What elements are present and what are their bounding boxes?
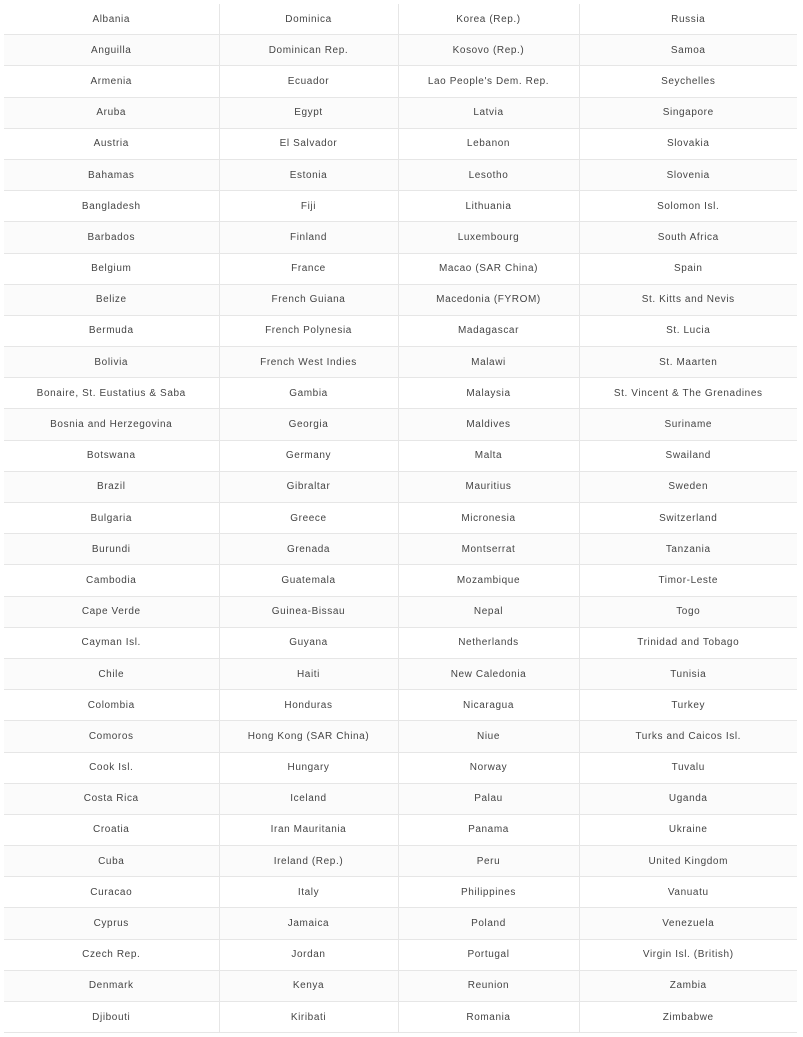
country-cell: Dominican Rep. xyxy=(219,35,398,66)
country-cell: New Caledonia xyxy=(398,658,579,689)
country-cell: Nicaragua xyxy=(398,690,579,721)
table-row xyxy=(4,721,797,752)
country-cell: Botswana xyxy=(4,440,219,471)
country-cell: Gambia xyxy=(219,378,398,409)
country-cell: Armenia xyxy=(4,66,219,97)
country-cell: Solomon Isl. xyxy=(579,191,797,222)
country-cell: Dominica xyxy=(219,4,398,35)
table-row xyxy=(4,66,797,97)
country-cell: South Africa xyxy=(579,222,797,253)
table-row xyxy=(4,35,797,66)
country-cell: Uganda xyxy=(579,783,797,814)
country-cell: Turkey xyxy=(579,690,797,721)
table-row xyxy=(4,690,797,721)
country-cell: Curacao xyxy=(4,877,219,908)
country-cell: Madagascar xyxy=(398,315,579,346)
country-cell: Micronesia xyxy=(398,503,579,534)
country-cell: Kiribati xyxy=(219,1002,398,1033)
country-cell: Virgin Isl. (British) xyxy=(579,939,797,970)
table-row xyxy=(4,378,797,409)
country-cell: Costa Rica xyxy=(4,783,219,814)
country-cell: St. Vincent & The Grenadines xyxy=(579,378,797,409)
country-cell: Georgia xyxy=(219,409,398,440)
country-cell: Peru xyxy=(398,846,579,877)
country-cell: Greece xyxy=(219,503,398,534)
table-row xyxy=(4,939,797,970)
country-cell: Iceland xyxy=(219,783,398,814)
country-cell: Norway xyxy=(398,752,579,783)
country-cell: Trinidad and Tobago xyxy=(579,627,797,658)
country-cell: Iran Mauritania xyxy=(219,814,398,845)
country-cell: Lebanon xyxy=(398,128,579,159)
table-row xyxy=(4,783,797,814)
country-cell: Malaysia xyxy=(398,378,579,409)
country-cell: Colombia xyxy=(4,690,219,721)
country-cell: Jordan xyxy=(219,939,398,970)
country-cell: Estonia xyxy=(219,159,398,190)
table-row xyxy=(4,4,797,35)
country-cell: Grenada xyxy=(219,534,398,565)
country-cell: Macedonia (FYROM) xyxy=(398,284,579,315)
country-cell: Luxembourg xyxy=(398,222,579,253)
country-cell: Nepal xyxy=(398,596,579,627)
country-cell: Latvia xyxy=(398,97,579,128)
country-cell: Bahamas xyxy=(4,159,219,190)
country-cell: French West Indies xyxy=(219,347,398,378)
country-cell: Burundi xyxy=(4,534,219,565)
country-cell: Cape Verde xyxy=(4,596,219,627)
country-list-table-wrapper xyxy=(4,4,797,1033)
country-cell: Cayman Isl. xyxy=(4,627,219,658)
country-cell: French Guiana xyxy=(219,284,398,315)
country-cell: Djibouti xyxy=(4,1002,219,1033)
country-cell: Netherlands xyxy=(398,627,579,658)
country-cell: Niue xyxy=(398,721,579,752)
country-cell: Czech Rep. xyxy=(4,939,219,970)
country-cell: Swailand xyxy=(579,440,797,471)
table-row xyxy=(4,253,797,284)
table-row xyxy=(4,534,797,565)
country-cell: Seychelles xyxy=(579,66,797,97)
country-cell: Venezuela xyxy=(579,908,797,939)
table-row xyxy=(4,128,797,159)
table-row xyxy=(4,814,797,845)
country-cell: Cyprus xyxy=(4,908,219,939)
country-cell: Guyana xyxy=(219,627,398,658)
country-cell: Sweden xyxy=(579,471,797,502)
country-cell: Finland xyxy=(219,222,398,253)
country-cell: Montserrat xyxy=(398,534,579,565)
country-cell: Cook Isl. xyxy=(4,752,219,783)
table-row xyxy=(4,191,797,222)
country-cell: Portugal xyxy=(398,939,579,970)
country-cell: Lao People's Dem. Rep. xyxy=(398,66,579,97)
table-row xyxy=(4,347,797,378)
country-cell: Bosnia and Herzegovina xyxy=(4,409,219,440)
country-cell: El Salvador xyxy=(219,128,398,159)
country-cell: Zambia xyxy=(579,970,797,1001)
country-cell: French Polynesia xyxy=(219,315,398,346)
country-cell: Samoa xyxy=(579,35,797,66)
country-cell: Vanuatu xyxy=(579,877,797,908)
country-cell: Palau xyxy=(398,783,579,814)
country-cell: Lesotho xyxy=(398,159,579,190)
table-row xyxy=(4,1002,797,1033)
country-cell: Tanzania xyxy=(579,534,797,565)
country-cell: Togo xyxy=(579,596,797,627)
table-row xyxy=(4,627,797,658)
country-cell: Aruba xyxy=(4,97,219,128)
country-cell: Ecuador xyxy=(219,66,398,97)
country-cell: St. Maarten xyxy=(579,347,797,378)
country-cell: Fiji xyxy=(219,191,398,222)
country-cell: Albania xyxy=(4,4,219,35)
country-cell: Comoros xyxy=(4,721,219,752)
country-cell: Macao (SAR China) xyxy=(398,253,579,284)
country-cell: Haiti xyxy=(219,658,398,689)
country-cell: Barbados xyxy=(4,222,219,253)
country-cell: Tuvalu xyxy=(579,752,797,783)
table-row xyxy=(4,752,797,783)
country-cell: Philippines xyxy=(398,877,579,908)
country-cell: Denmark xyxy=(4,970,219,1001)
country-cell: France xyxy=(219,253,398,284)
country-cell: Cuba xyxy=(4,846,219,877)
table-row xyxy=(4,877,797,908)
country-cell: Hong Kong (SAR China) xyxy=(219,721,398,752)
country-cell: Kosovo (Rep.) xyxy=(398,35,579,66)
country-cell: Lithuania xyxy=(398,191,579,222)
country-cell: United Kingdom xyxy=(579,846,797,877)
table-row xyxy=(4,222,797,253)
table-row xyxy=(4,565,797,596)
country-cell: Poland xyxy=(398,908,579,939)
country-cell: Kenya xyxy=(219,970,398,1001)
country-cell: Maldives xyxy=(398,409,579,440)
country-cell: Bulgaria xyxy=(4,503,219,534)
table-row xyxy=(4,658,797,689)
country-cell: Honduras xyxy=(219,690,398,721)
country-cell: Slovenia xyxy=(579,159,797,190)
country-cell: Gibraltar xyxy=(219,471,398,502)
country-cell: Croatia xyxy=(4,814,219,845)
country-cell: Suriname xyxy=(579,409,797,440)
country-cell: Zimbabwe xyxy=(579,1002,797,1033)
table-row xyxy=(4,159,797,190)
table-row xyxy=(4,970,797,1001)
country-cell: Chile xyxy=(4,658,219,689)
country-cell: Anguilla xyxy=(4,35,219,66)
country-cell: Guinea-Bissau xyxy=(219,596,398,627)
country-cell: Romania xyxy=(398,1002,579,1033)
country-cell: Tunisia xyxy=(579,658,797,689)
country-cell: Malta xyxy=(398,440,579,471)
country-cell: Guatemala xyxy=(219,565,398,596)
country-cell: Hungary xyxy=(219,752,398,783)
country-cell: Austria xyxy=(4,128,219,159)
country-cell: Belize xyxy=(4,284,219,315)
table-row xyxy=(4,440,797,471)
country-cell: Spain xyxy=(579,253,797,284)
country-cell: Malawi xyxy=(398,347,579,378)
table-row xyxy=(4,315,797,346)
country-cell: Bonaire, St. Eustatius & Saba xyxy=(4,378,219,409)
country-cell: Bermuda xyxy=(4,315,219,346)
country-cell: Slovakia xyxy=(579,128,797,159)
table-row xyxy=(4,596,797,627)
table-row xyxy=(4,846,797,877)
country-cell: Egypt xyxy=(219,97,398,128)
country-cell: Bangladesh xyxy=(4,191,219,222)
country-cell: Turks and Caicos Isl. xyxy=(579,721,797,752)
country-cell: Mozambique xyxy=(398,565,579,596)
country-cell: Russia xyxy=(579,4,797,35)
country-list-table xyxy=(4,4,797,1033)
country-cell: Panama xyxy=(398,814,579,845)
table-row xyxy=(4,97,797,128)
country-cell: Reunion xyxy=(398,970,579,1001)
table-row xyxy=(4,908,797,939)
table-row xyxy=(4,471,797,502)
country-cell: Belgium xyxy=(4,253,219,284)
country-cell: Cambodia xyxy=(4,565,219,596)
country-cell: Mauritius xyxy=(398,471,579,502)
country-cell: Brazil xyxy=(4,471,219,502)
country-cell: Timor-Leste xyxy=(579,565,797,596)
country-cell: Jamaica xyxy=(219,908,398,939)
country-cell: Korea (Rep.) xyxy=(398,4,579,35)
country-cell: Ukraine xyxy=(579,814,797,845)
country-cell: Singapore xyxy=(579,97,797,128)
country-cell: Switzerland xyxy=(579,503,797,534)
country-cell: Italy xyxy=(219,877,398,908)
table-row xyxy=(4,409,797,440)
country-cell: Germany xyxy=(219,440,398,471)
table-row xyxy=(4,284,797,315)
country-cell: Bolivia xyxy=(4,347,219,378)
country-list-body xyxy=(4,4,797,1033)
table-row xyxy=(4,503,797,534)
country-cell: Ireland (Rep.) xyxy=(219,846,398,877)
country-cell: St. Kitts and Nevis xyxy=(579,284,797,315)
country-cell: St. Lucia xyxy=(579,315,797,346)
